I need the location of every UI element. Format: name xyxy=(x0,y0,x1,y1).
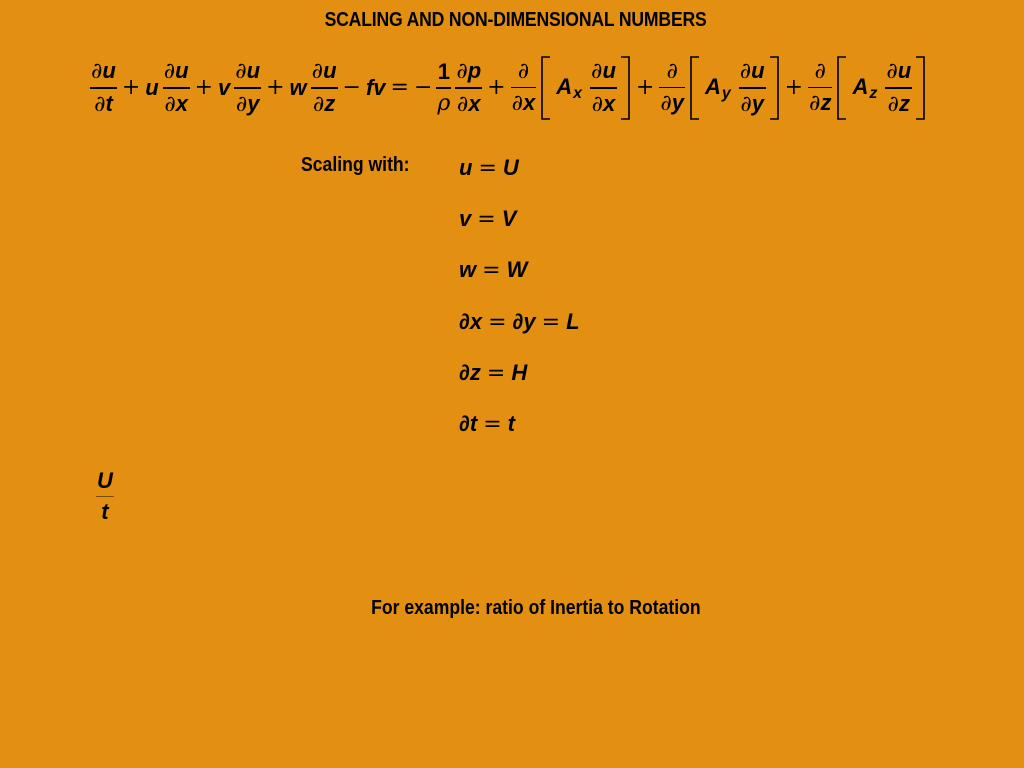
partial-symbol: ∂ xyxy=(886,59,898,85)
plus-sign: + xyxy=(487,75,506,100)
equals-sign: = xyxy=(486,361,506,386)
t2-denominator: x xyxy=(175,90,188,116)
partial-symbol: ∂ xyxy=(666,58,678,84)
scale-lhs: u xyxy=(459,155,473,180)
inner-numerator: u xyxy=(897,58,912,84)
t2-numerator: u xyxy=(175,58,189,84)
scale-rhs: W xyxy=(506,257,528,282)
scale-rhs: t xyxy=(507,411,515,436)
inner-denominator: z xyxy=(898,90,910,116)
viscous-z-bracket xyxy=(836,56,926,120)
scale-row-v xyxy=(459,206,516,233)
partial-symbol: ∂ xyxy=(740,91,752,117)
eddy-coef: A xyxy=(852,73,869,99)
advection-x-coef: u xyxy=(145,75,159,100)
scale-lhs: w xyxy=(459,257,477,282)
inner-denominator: x xyxy=(603,90,616,116)
inner-denominator: y xyxy=(751,90,764,116)
scale-lhs: v xyxy=(459,206,472,231)
outer-den-y: y xyxy=(671,90,684,116)
right-bracket-icon xyxy=(914,56,926,120)
eddy-coef-sub: z xyxy=(869,84,878,102)
outer-den-x: x xyxy=(523,90,536,116)
partial-symbol: ∂ xyxy=(163,59,176,85)
t3-denominator: y xyxy=(247,90,260,116)
outer-derivative-y xyxy=(659,59,685,118)
scale-row-xy xyxy=(459,309,580,336)
scale-rhs: U xyxy=(502,155,519,180)
one-numerator: 1 xyxy=(437,59,450,85)
t4-denominator: z xyxy=(324,90,336,116)
inner-derivative-y xyxy=(739,58,766,118)
viscous-x-bracket xyxy=(540,56,631,120)
partial-symbol: ∂ xyxy=(739,59,752,85)
partial-symbol: ∂ xyxy=(511,91,523,117)
inertia-denominator: t xyxy=(101,499,109,524)
advection-y-term xyxy=(234,58,261,118)
left-bracket-icon xyxy=(540,56,552,120)
outer-derivative-x xyxy=(511,59,537,118)
equals-sign: = xyxy=(390,75,409,100)
equals-sign: = xyxy=(477,207,496,232)
equals-sign: = xyxy=(541,310,561,335)
inertia-numerator: U xyxy=(97,468,113,493)
example-caption: For example: ratio of Inertia to Rotation xyxy=(371,597,701,619)
partial-symbol: ∂ xyxy=(814,58,826,84)
plus-sign: + xyxy=(266,75,285,100)
advection-z-coef: w xyxy=(289,75,307,100)
inner-numerator: u xyxy=(751,58,765,84)
scale-rhs: H xyxy=(511,360,528,385)
scale-row-t xyxy=(459,411,515,438)
scale-rhs: V xyxy=(501,206,517,231)
minus-sign: − xyxy=(413,75,433,100)
t4-numerator: u xyxy=(323,58,337,84)
partial-symbol: ∂ xyxy=(591,91,604,117)
partial-symbol: ∂ xyxy=(809,91,821,117)
t1-denominator: t xyxy=(105,90,113,116)
coriolis-term: fv xyxy=(365,75,386,100)
scale-lhs: ∂x xyxy=(459,309,483,334)
pressure-denominator: x xyxy=(468,90,481,116)
plus-sign: + xyxy=(194,75,214,100)
inner-derivative-z xyxy=(885,58,912,118)
left-bracket-icon xyxy=(689,56,701,120)
scale-mid: ∂y xyxy=(512,309,536,334)
pressure-numerator: p xyxy=(467,58,482,84)
partial-symbol: ∂ xyxy=(91,59,103,85)
inner-derivative-x xyxy=(590,58,617,118)
advection-y-coef: v xyxy=(218,75,231,100)
slide-title: SCALING AND NON-DIMENSIONAL NUMBERS xyxy=(324,9,707,31)
t1-numerator: u xyxy=(102,58,116,84)
partial-symbol: ∂ xyxy=(887,91,899,117)
time-derivative-term xyxy=(90,58,117,118)
pressure-gradient-term xyxy=(455,58,482,118)
outer-derivative-z xyxy=(808,59,832,118)
t3-numerator: u xyxy=(246,58,261,84)
scale-row-u xyxy=(459,155,519,182)
partial-symbol: ∂ xyxy=(517,58,530,84)
right-bracket-icon xyxy=(619,56,631,120)
partial-symbol: ∂ xyxy=(456,59,468,85)
inertia-scale-fraction xyxy=(96,468,120,525)
plus-sign: + xyxy=(784,75,804,100)
scale-row-w xyxy=(459,257,527,284)
partial-symbol: ∂ xyxy=(164,91,176,117)
eddy-coef-sub: y xyxy=(721,84,731,102)
eddy-coef: A xyxy=(556,73,573,99)
partial-symbol: ∂ xyxy=(235,91,248,117)
partial-symbol: ∂ xyxy=(591,59,603,85)
partial-symbol: ∂ xyxy=(312,91,325,117)
rho-symbol: ρ xyxy=(437,90,451,116)
partial-symbol: ∂ xyxy=(235,59,247,85)
partial-symbol: ∂ xyxy=(311,59,324,85)
scale-rhs: L xyxy=(566,309,580,334)
advection-z-term xyxy=(311,58,338,118)
equals-sign: = xyxy=(488,310,507,335)
scale-row-z xyxy=(459,360,527,387)
left-bracket-icon xyxy=(836,56,848,120)
advection-x-term xyxy=(163,58,190,118)
equals-sign: = xyxy=(478,156,497,181)
partial-symbol: ∂ xyxy=(456,91,469,117)
plus-sign: + xyxy=(635,75,655,100)
scaling-label: Scaling with: xyxy=(301,154,410,176)
momentum-equation xyxy=(88,54,928,122)
equals-sign: = xyxy=(482,258,501,283)
minus-sign: − xyxy=(342,75,361,100)
eddy-coef-sub: x xyxy=(573,84,583,102)
plus-sign: + xyxy=(121,75,141,100)
scale-lhs: ∂z xyxy=(459,360,481,385)
right-bracket-icon xyxy=(768,56,780,120)
partial-symbol: ∂ xyxy=(660,91,672,117)
inner-numerator: u xyxy=(602,58,616,84)
scale-lhs: ∂t xyxy=(459,411,478,436)
density-inverse xyxy=(436,59,451,117)
viscous-y-bracket xyxy=(689,56,780,120)
outer-den-z: z xyxy=(820,90,832,116)
equals-sign: = xyxy=(483,412,502,437)
eddy-coef: A xyxy=(704,73,721,99)
partial-symbol: ∂ xyxy=(94,91,106,117)
